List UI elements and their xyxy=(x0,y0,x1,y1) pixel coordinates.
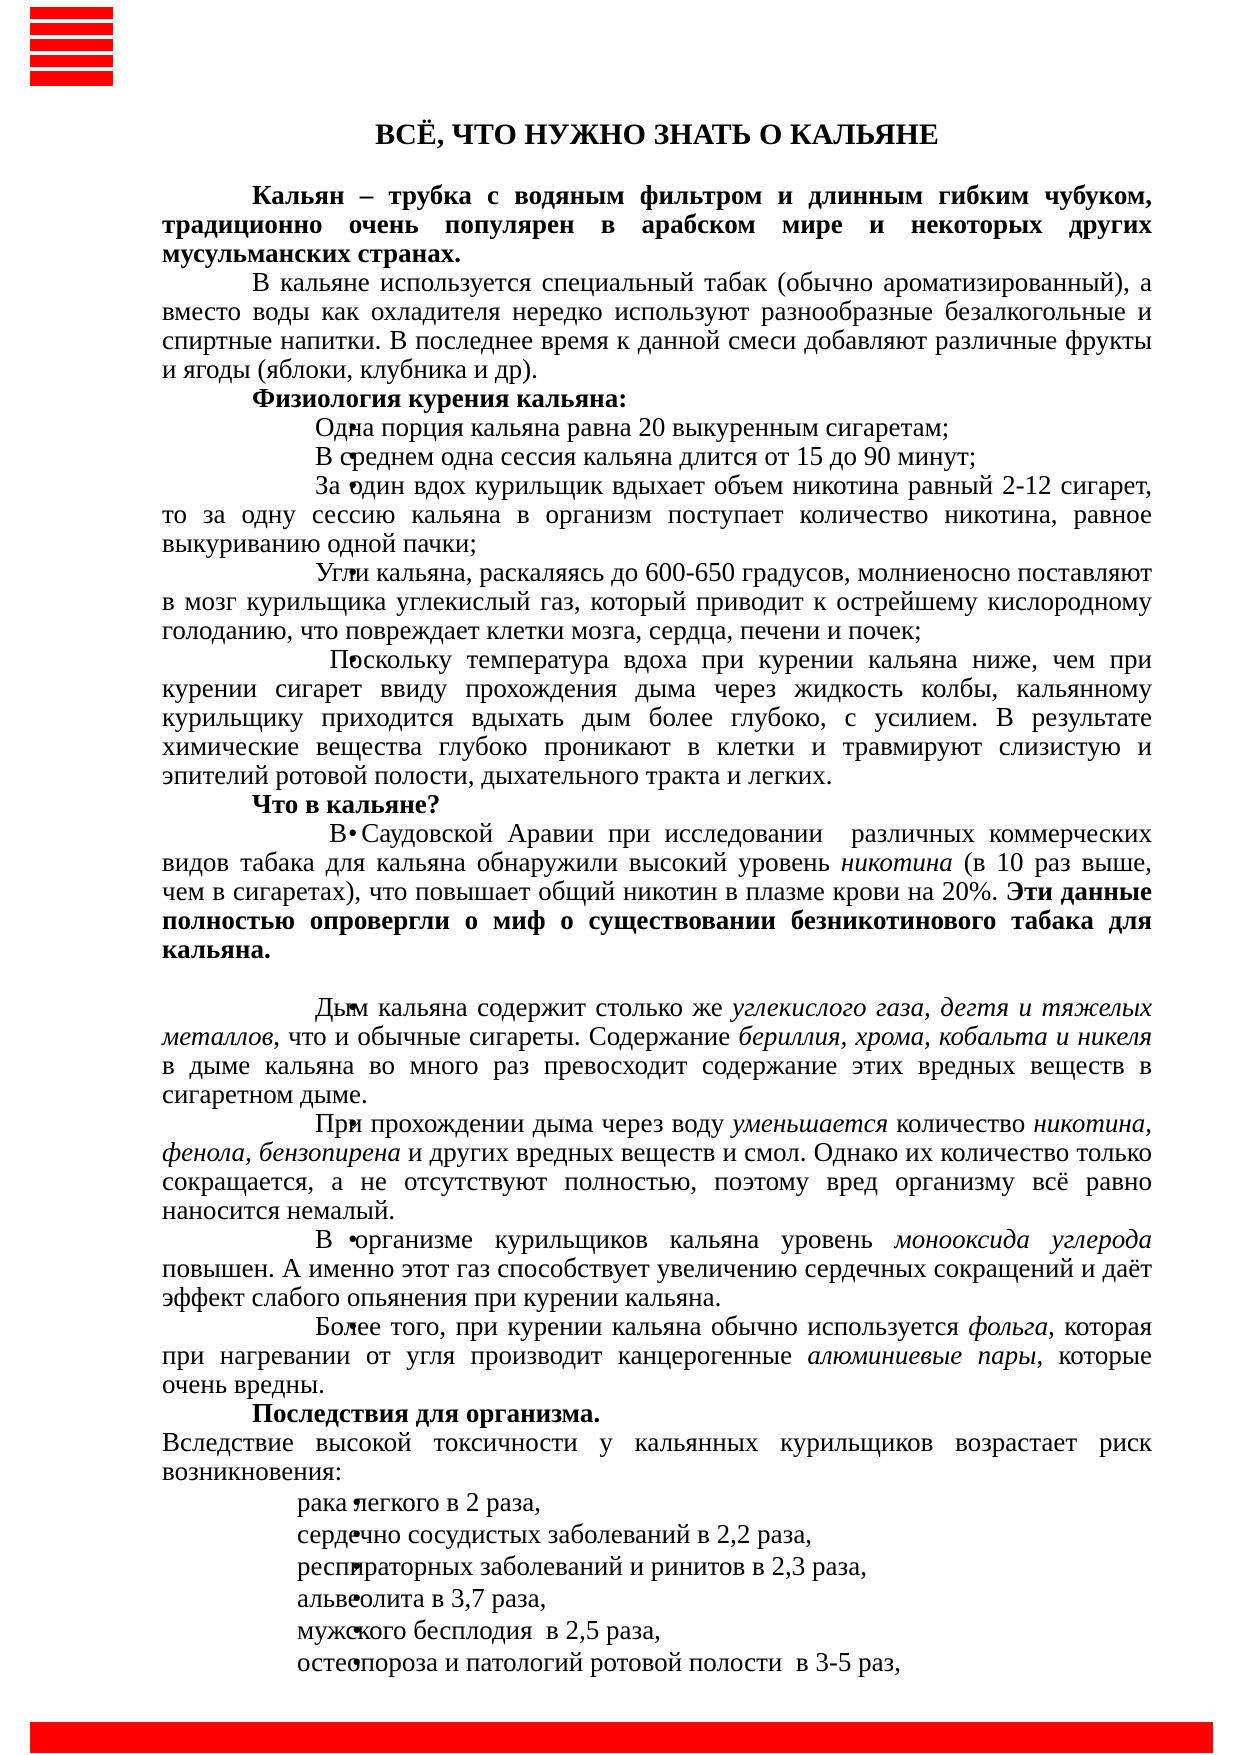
bullet-item xyxy=(162,471,1152,558)
text-run: Вследствие высокой токсичности у кальянных курильщиков возрастает риск возникновения: xyxy=(162,1427,1152,1486)
text-run: Одна порция кальяна равна 20 выкуренным сигаретам; xyxy=(315,412,950,442)
text-run: Более того, при курении кальяна обычно используется xyxy=(315,1311,969,1341)
bullet-marker-icon xyxy=(255,1312,315,1341)
text-run: фольга xyxy=(968,1311,1049,1341)
text-run: альвеолита в 3,7 раза, xyxy=(297,1583,547,1613)
document-title: ВСЁ, ЧТО НУЖНО ЗНАТЬ О КАЛЬЯНЕ xyxy=(375,118,939,151)
text-run: и других вредных веществ и смол. Однако их количество только сокращается, а не отсутствуют полностью, поэтому вред организму всё равно наносится немалый. xyxy=(162,1137,1152,1225)
text-run: углекислого газа, дегтя и тяжелых металлов xyxy=(162,992,1152,1051)
text-run: Физиология курения кальяна: xyxy=(252,383,628,413)
text-run: остеопороза и патологий ротовой полости в 3-5 раз, xyxy=(297,1647,901,1677)
text-run: , которые очень вредны. xyxy=(162,1340,1152,1399)
text-run: количество xyxy=(888,1108,1034,1138)
bullet-marker-icon xyxy=(255,993,315,1022)
text-run: никотина xyxy=(840,847,953,877)
section-heading xyxy=(162,384,1152,413)
text-run: Дым кальяна содержит столько же xyxy=(315,992,733,1022)
bullet-marker-icon xyxy=(257,1614,297,1646)
text-run: Что в кальяне? xyxy=(252,789,441,819)
text-run: При прохождении дыма через воду xyxy=(315,1108,733,1138)
list-item xyxy=(162,1646,1152,1678)
text-run: , что и обычные сигареты. Содержание xyxy=(273,1021,739,1051)
text-run: Кальян – трубка с водяным фильтром и длинным гибким чубуком, традиционно очень популярен в арабском мире и некоторых других мусульманских странах. xyxy=(162,180,1152,268)
bullet-marker-icon xyxy=(255,819,315,848)
document-body xyxy=(162,181,1152,1678)
bullet-item xyxy=(162,1312,1152,1399)
list-item xyxy=(162,1582,1152,1614)
bullet-item xyxy=(162,442,1152,471)
redaction-bar xyxy=(30,71,113,86)
redaction-bar xyxy=(30,39,113,51)
text-run: Последствия для организма. xyxy=(252,1398,601,1428)
text-run: монооксида углерода xyxy=(894,1224,1152,1254)
bullet-item xyxy=(162,413,1152,442)
bullet-item xyxy=(162,1109,1152,1225)
text-run: (в 10 раз выше, чем в сигаретах), что повышает общий никотин в плазме крови на 20%. xyxy=(162,847,1152,906)
blank-line xyxy=(162,964,1152,993)
paragraph xyxy=(162,181,1152,268)
text-run: В среднем одна сессия кальяна длится от 15 до 90 минут; xyxy=(315,441,977,471)
bullet-item xyxy=(162,645,1152,790)
bullet-item xyxy=(162,993,1152,1109)
bullet-marker-icon xyxy=(255,558,315,587)
text-run: В организме курильщиков кальяна уровень xyxy=(315,1224,895,1254)
text-run: уменьшается xyxy=(732,1108,889,1138)
bullet-marker-icon xyxy=(255,1225,315,1254)
list-item xyxy=(162,1486,1152,1518)
text-run: повышен. А именно этот газ способствует увеличению сердечных сокращений и даёт эффект слабого опьянения при курении кальяна. xyxy=(162,1253,1152,1312)
bullet-marker-icon xyxy=(255,442,315,471)
text-run: В кальяне используется специальный табак (обычно ароматизированный), а вместо воды как охладителя нередко используют разнообразные безалкогольные и спиртные напитки. В последнее время к данной смеси добавляют различные фрукты и ягоды (яблоки, клубника и др). xyxy=(162,267,1152,384)
list-item xyxy=(162,1614,1152,1646)
text-run: в дыме кальяна во много раз превосходит содержание этих вредных веществ в сигаретном дыме. xyxy=(162,1050,1152,1109)
bullet-item xyxy=(162,558,1152,645)
text-run: За один вдох курильщик вдыхает объем никотина равный 2-12 сигарет, то за одну сессию кальяна в организм поступает количество никотина, равное выкуриванию одной пачки; xyxy=(162,470,1152,558)
text-run: Эти данные полностью опровергли о миф о существовании безникотинового табака для кальяна. xyxy=(162,876,1152,964)
list-item xyxy=(162,1518,1152,1550)
bullet-marker-icon xyxy=(257,1582,297,1614)
bullet-marker-icon xyxy=(257,1550,297,1582)
text-run: , которая при нагревании от угля производит канцерогенные xyxy=(162,1311,1152,1370)
bullet-marker-icon xyxy=(257,1486,297,1518)
section-heading xyxy=(162,790,1152,819)
bullet-marker-icon xyxy=(255,1109,315,1138)
text-run: респираторных заболеваний и ринитов в 2,3 раза, xyxy=(297,1551,867,1581)
text-run: мужского бесплодия в 2,5 раза, xyxy=(297,1615,661,1645)
text-run: Угли кальяна, раскаляясь до 600-650 градусов, молниеносно поставляют в мозг курильщика углекислый газ, который приводит к острейшему кислородному голоданию, что повреждает клетки мозга, сердца, печени и почек; xyxy=(162,557,1152,645)
document-content xyxy=(162,118,1152,1678)
text-run: В Саудовской Аравии при исследовании различных коммерческих видов табака для кальяна обнаружили высокий уровень xyxy=(162,818,1152,877)
redaction-bar xyxy=(30,23,113,35)
redaction-bar xyxy=(30,55,113,67)
bullet-marker-icon xyxy=(257,1518,297,1550)
list-item xyxy=(162,1550,1152,1582)
section-heading xyxy=(162,1399,1152,1428)
text-run: Поскольку температура вдоха при курении кальяна ниже, чем при курении сигарет ввиду прохождения дыма через жидкость колбы, кальянному курильщику приходится вдыхать дым более глубоко, с усилием. В результате химические вещества глубоко проникают в клетки и травмируют слизистую и эпителий ротовой полости, дыхательного тракта и легких. xyxy=(162,644,1152,790)
bullet-marker-icon xyxy=(255,413,315,442)
bullet-marker-icon xyxy=(257,1646,297,1678)
text-run: никотина, фенола, бензопирена xyxy=(162,1108,1152,1167)
text-run: алюминиевые пары xyxy=(807,1340,1037,1370)
paragraph xyxy=(162,1428,1152,1486)
redaction-bar xyxy=(30,7,113,19)
text-run: сердечно сосудистых заболеваний в 2,2 раза, xyxy=(297,1519,813,1549)
text-run: бериллия, хрома, кобальта и никеля xyxy=(738,1021,1152,1051)
redaction-footer-bar xyxy=(30,1722,1213,1753)
bullet-item xyxy=(162,1225,1152,1312)
paragraph xyxy=(162,268,1152,384)
bullet-marker-icon xyxy=(255,471,315,500)
text-run: рака легкого в 2 раза, xyxy=(297,1487,541,1517)
bullet-item xyxy=(162,819,1152,964)
bullet-marker-icon xyxy=(255,645,315,674)
